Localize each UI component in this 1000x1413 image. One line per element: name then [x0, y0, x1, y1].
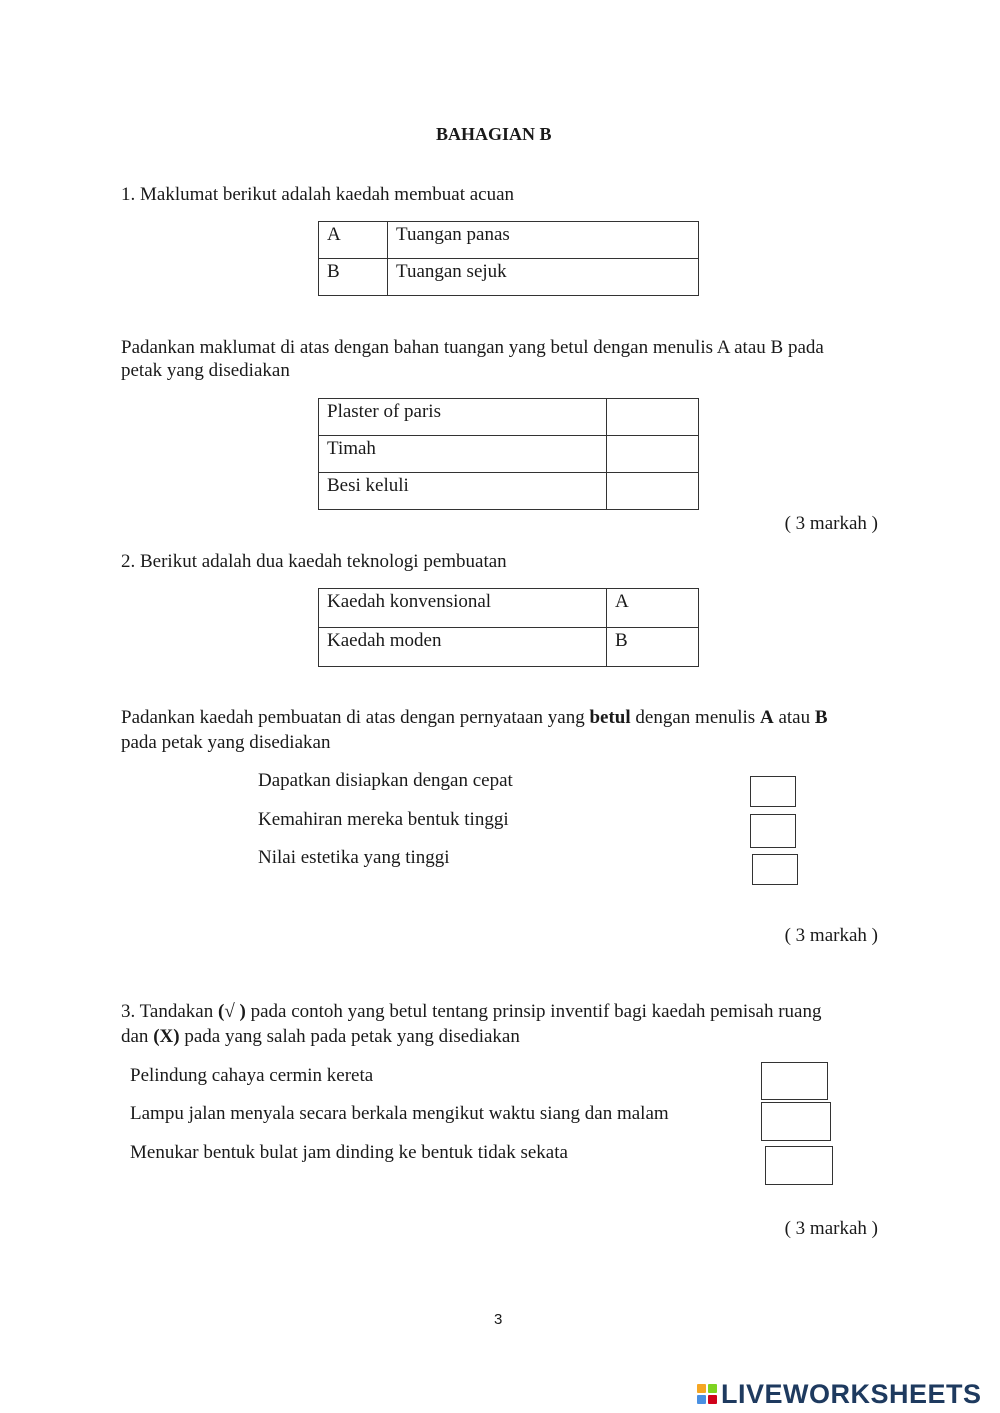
table-row — [319, 628, 699, 667]
q1-prompt: 1. Maklumat berikut adalah kaedah membuat acuan — [121, 184, 515, 205]
table-row — [319, 589, 699, 628]
method-label: Tuangan panas — [388, 222, 699, 259]
table-row — [319, 259, 699, 296]
material-label: Plaster of paris — [319, 399, 607, 436]
instruction-text: dengan menulis — [630, 707, 760, 728]
method-key: A — [607, 589, 699, 628]
q2-instruction-line2: pada petak yang disediakan — [121, 732, 331, 753]
answer-box[interactable] — [750, 814, 796, 848]
answer-cell[interactable] — [607, 399, 699, 436]
page-number: 3 — [494, 1311, 503, 1328]
section-title: BAHAGIAN B — [436, 124, 552, 144]
table-row — [319, 222, 699, 259]
table-row — [319, 436, 699, 473]
logo-icon — [697, 1384, 717, 1404]
q2-statement: Dapatkan disiapkan dengan cepat — [258, 770, 513, 791]
answer-box[interactable] — [761, 1062, 828, 1100]
method-key: B — [319, 259, 388, 296]
prompt-text: 3. Tandakan — [121, 1001, 218, 1022]
instruction-bold: betul — [589, 707, 631, 728]
q3-statement: Menukar bentuk bulat jam dinding ke bentuk tidak sekata — [130, 1142, 568, 1163]
method-label: Kaedah moden — [319, 628, 607, 667]
q1-marks: ( 3 markah ) — [784, 513, 878, 534]
q3-statement: Lampu jalan menyala secara berkala mengikut waktu siang dan malam — [130, 1103, 669, 1124]
q2-statement: Kemahiran mereka bentuk tinggi — [258, 809, 509, 830]
q1-instruction-line1: Padankan maklumat di atas dengan bahan tuangan yang betul dengan menulis A atau B pada — [121, 337, 824, 358]
method-label: Kaedah konvensional — [319, 589, 607, 628]
liveworksheets-logo — [697, 1379, 982, 1409]
q2-instruction-line1 — [121, 706, 828, 730]
q2-method-table — [318, 588, 699, 667]
logo-text: LIVEWORKSHEETS — [721, 1378, 982, 1409]
prompt-bold: (X) — [153, 1026, 180, 1047]
q3-prompt-line1 — [121, 1000, 821, 1024]
prompt-text: pada contoh yang betul tentang prinsip inventif bagi kaedah pemisah ruang — [245, 1001, 822, 1022]
answer-cell[interactable] — [607, 473, 699, 510]
table-row — [319, 473, 699, 510]
instruction-bold: A — [759, 707, 774, 728]
q3-marks: ( 3 markah ) — [784, 1218, 878, 1239]
method-key: A — [319, 222, 388, 259]
instruction-text: Padankan kaedah pembuatan di atas dengan pernyataan yang — [121, 707, 590, 728]
q2-statement: Nilai estetika yang tinggi — [258, 847, 450, 868]
answer-box[interactable] — [765, 1146, 833, 1185]
answer-box[interactable] — [752, 854, 798, 885]
material-label: Besi keluli — [319, 473, 607, 510]
method-key: B — [607, 628, 699, 667]
method-label: Tuangan sejuk — [388, 259, 699, 296]
answer-box[interactable] — [761, 1102, 831, 1141]
table-row — [319, 399, 699, 436]
instruction-text: atau — [773, 707, 815, 728]
q3-prompt-line2 — [121, 1025, 520, 1049]
q1-material-table — [318, 398, 699, 510]
answer-cell[interactable] — [607, 436, 699, 473]
q2-marks: ( 3 markah ) — [784, 925, 878, 946]
q1-method-table — [318, 221, 699, 296]
prompt-bold: (√ ) — [218, 1001, 246, 1022]
q1-instruction-line2: petak yang disediakan — [121, 360, 290, 381]
q2-prompt: 2. Berikut adalah dua kaedah teknologi pembuatan — [121, 551, 507, 572]
prompt-text: pada yang salah pada petak yang disediakan — [179, 1026, 520, 1047]
prompt-text: dan — [121, 1026, 154, 1047]
q3-statement: Pelindung cahaya cermin kereta — [130, 1065, 374, 1086]
instruction-bold: B — [814, 707, 828, 728]
answer-box[interactable] — [750, 776, 796, 807]
material-label: Timah — [319, 436, 607, 473]
